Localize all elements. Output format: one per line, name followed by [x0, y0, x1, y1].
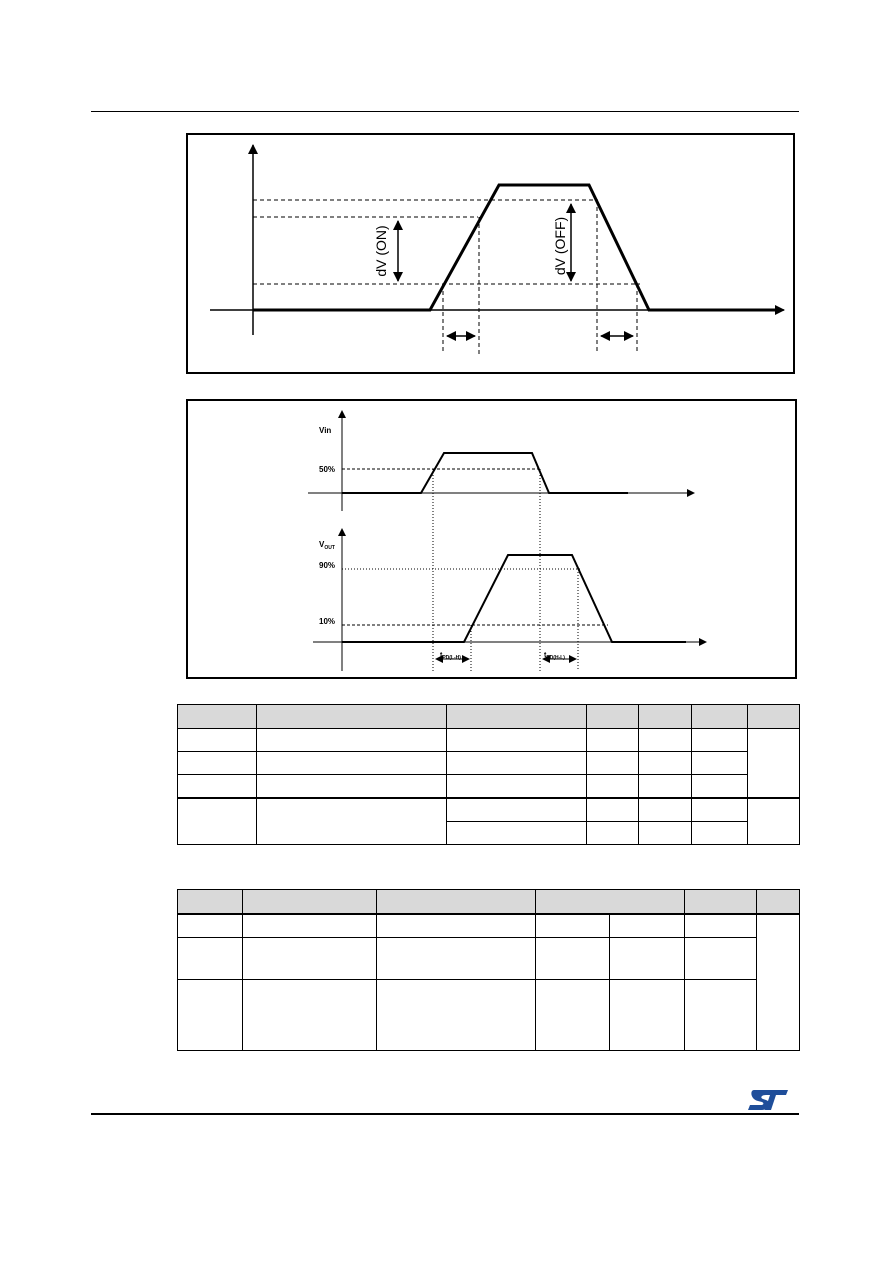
- table-cell: [610, 938, 685, 980]
- vin-label: Vin: [319, 426, 332, 435]
- table-cell: [748, 798, 800, 845]
- table-2-header-cell: [685, 890, 757, 915]
- table-cell: [447, 798, 587, 822]
- table-cell: [178, 980, 243, 1051]
- table-cell: [447, 822, 587, 845]
- table-row: [178, 729, 800, 752]
- table-cell: [639, 798, 692, 822]
- table-cell: [257, 798, 447, 845]
- table-cell: [377, 914, 536, 938]
- table-cell: [178, 729, 257, 752]
- table-cell: [685, 914, 757, 938]
- table-cell: [178, 938, 243, 980]
- table-1-header-cell: [692, 705, 748, 729]
- table-1-header-cell: [587, 705, 639, 729]
- vin-waveform: [342, 453, 628, 493]
- table-cell: [692, 752, 748, 775]
- tpd-lh-label: $t_{PD(L-H)}$: [440, 652, 461, 661]
- table-cell: [178, 798, 257, 845]
- propagation-delay-diagram: [188, 401, 799, 681]
- table-cell: [610, 980, 685, 1051]
- table-cell: [536, 980, 610, 1051]
- header-rule: [91, 111, 799, 112]
- table-1-header-cell: [748, 705, 800, 729]
- table-cell: [692, 775, 748, 799]
- waveform: [253, 185, 778, 310]
- vout-waveform: [342, 555, 686, 642]
- table-row: [178, 980, 800, 1051]
- table-cell: [685, 938, 757, 980]
- table-cell: [685, 980, 757, 1051]
- spec-table-2: [177, 889, 800, 1051]
- vin-50-label: 50%: [319, 465, 336, 474]
- table-cell: [587, 752, 639, 775]
- table-cell: [257, 752, 447, 775]
- propagation-delay-figure: [186, 399, 797, 679]
- table-cell: [536, 914, 610, 938]
- table-2-header-cell: [377, 890, 536, 915]
- table-cell: [243, 914, 377, 938]
- table-cell: [587, 798, 639, 822]
- table-2-header-cell: [536, 890, 685, 915]
- table-cell: [178, 752, 257, 775]
- table-row: [178, 752, 800, 775]
- vout-90-label: 90%: [319, 561, 336, 570]
- table-cell: [748, 729, 800, 799]
- table-cell: [447, 775, 587, 799]
- table-row: [178, 798, 800, 822]
- table-cell: [243, 938, 377, 980]
- slew-rate-figure: [186, 133, 795, 374]
- table-1-header-cell: [639, 705, 692, 729]
- table-row: [178, 938, 800, 980]
- table-cell: [536, 938, 610, 980]
- table-2-header-cell: [178, 890, 243, 915]
- spec-table-1: [177, 704, 800, 845]
- table-cell: [447, 752, 587, 775]
- dv-on-label: dV (ON): [373, 225, 389, 277]
- dv-off-label: dV (OFF): [552, 216, 568, 276]
- slew-rate-diagram: [188, 135, 797, 376]
- table-cell: [178, 914, 243, 938]
- table-cell: [587, 775, 639, 799]
- footer-rule: [91, 1113, 799, 1115]
- table-cell: [587, 729, 639, 752]
- table-cell: [377, 980, 536, 1051]
- table-row: [178, 775, 800, 799]
- table-cell: [639, 752, 692, 775]
- table-cell: [692, 729, 748, 752]
- table-cell: [257, 729, 447, 752]
- table-cell: [243, 980, 377, 1051]
- table-cell: [639, 822, 692, 845]
- table-cell: [178, 775, 257, 799]
- table-1-header-cell: [447, 705, 587, 729]
- st-logo-icon: [746, 1088, 790, 1112]
- table-cell: [587, 822, 639, 845]
- table-cell: [692, 822, 748, 845]
- table-cell: [377, 938, 536, 980]
- table-cell: [639, 775, 692, 799]
- table-cell: [257, 775, 447, 799]
- table-cell: [757, 914, 800, 1051]
- table-cell: [692, 798, 748, 822]
- tpd-hl-label: $t_{PD(H-L)}$: [544, 652, 565, 661]
- table-1-header-cell: [257, 705, 447, 729]
- table-cell: [610, 914, 685, 938]
- table-1-header-cell: [178, 705, 257, 729]
- table-cell: [447, 729, 587, 752]
- table-2-header-cell: [757, 890, 800, 915]
- table-2-header: [178, 890, 800, 915]
- vout-label: $V_{OUT}$: [319, 540, 335, 551]
- table-2-header-cell: [243, 890, 377, 915]
- table-cell: [639, 729, 692, 752]
- table-1-header: [178, 705, 800, 729]
- vout-10-label: 10%: [319, 617, 336, 626]
- table-row: [178, 914, 800, 938]
